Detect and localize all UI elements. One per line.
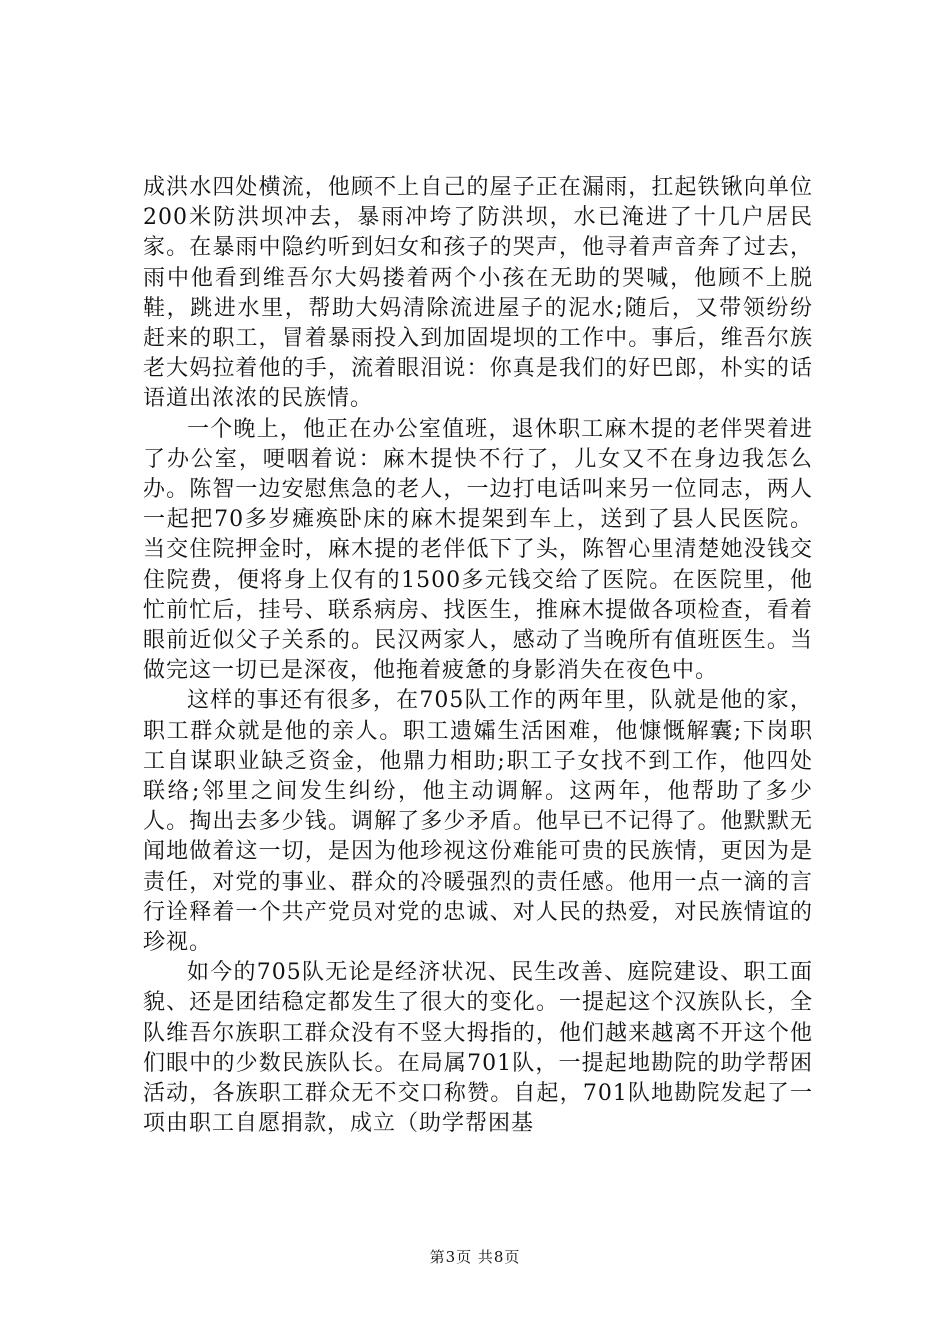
paragraph-3: 这样的事还有很多，在705队工作的两年里，队就是他的家，职工群众就是他的亲人。职工遗孀生活困难，他慷慨解囊;下岗职工自谋职业缺乏资金，他鼎力相助;职工子女找不到工作，他四处联络;邻里之间发生纠纷，他主动调解。这两年，他帮助了多少人。掏出去多少钱。调解了多少矛盾。他早已不记得了。他默默无闻地做着这一切，是因为他珍视这份难能可贵的民族情，更因为是责任，对党的事业、群众的冷暖强烈的责任感。他用一点一滴的言行诠释着一个共产党员对党的忠诚、对人民的热爱，对民族情谊的珍视。 xyxy=(143,688,813,956)
page-number-text: 第3页 共8页 xyxy=(429,1248,521,1266)
page-footer xyxy=(0,1246,950,1267)
document-body xyxy=(143,173,813,1140)
paragraph-2: 一个晚上，他正在办公室值班，退休职工麻木提的老伴哭着进了办公室，哽咽着说：麻木提快不行了，儿女又不在身边我怎么办。陈智一边安慰焦急的老人，一边打电话叫来另一位同志，两人一起把70多岁瘫痪卧床的麻木提架到车上，送到了县人民医院。当交住院押金时，麻木提的老伴低下了头，陈智心里清楚她没钱交住院费，便将身上仅有的1500多元钱交给了医院。在医院里，他忙前忙后，挂号、联系病房、找医生，推麻木提做各项检查，看着眼前近似父子关系的。民汉两家人，感动了当晚所有值班医生。当做完这一切已是深夜，他拖着疲惫的身影消失在夜色中。 xyxy=(143,416,813,684)
paragraph-4: 如今的705队无论是经济状况、民生改善、庭院建设、职工面貌、还是团结稳定都发生了很大的变化。一提起这个汉族队长，全队维吾尔族职工群众没有不竖大拇指的，他们越来越离不开这个他们眼中的少数民族队长。在局属701队，一提起地勘院的助学帮困活动，各族职工群众无不交口称赞。自起，701队地勘院发起了一项由职工自愿捐款，成立（助学帮困基 xyxy=(143,960,813,1137)
paragraph-1: 成洪水四处横流，他顾不上自己的屋子正在漏雨，扛起铁锹向单位200米防洪坝冲去，暴雨冲垮了防洪坝，水已淹进了十几户居民家。在暴雨中隐约听到妇女和孩子的哭声，他寻着声音奔了过去，雨中他看到维吾尔大妈搂着两个小孩在无助的哭喊，他顾不上脱鞋，跳进水里，帮助大妈清除流进屋子的泥水;随后，又带领纷纷赶来的职工，冒着暴雨投入到加固堤坝的工作中。事后，维吾尔族老大妈拉着他的手，流着眼泪说：你真是我们的好巴郎，朴实的话语道出浓浓的民族情。 xyxy=(143,175,813,412)
